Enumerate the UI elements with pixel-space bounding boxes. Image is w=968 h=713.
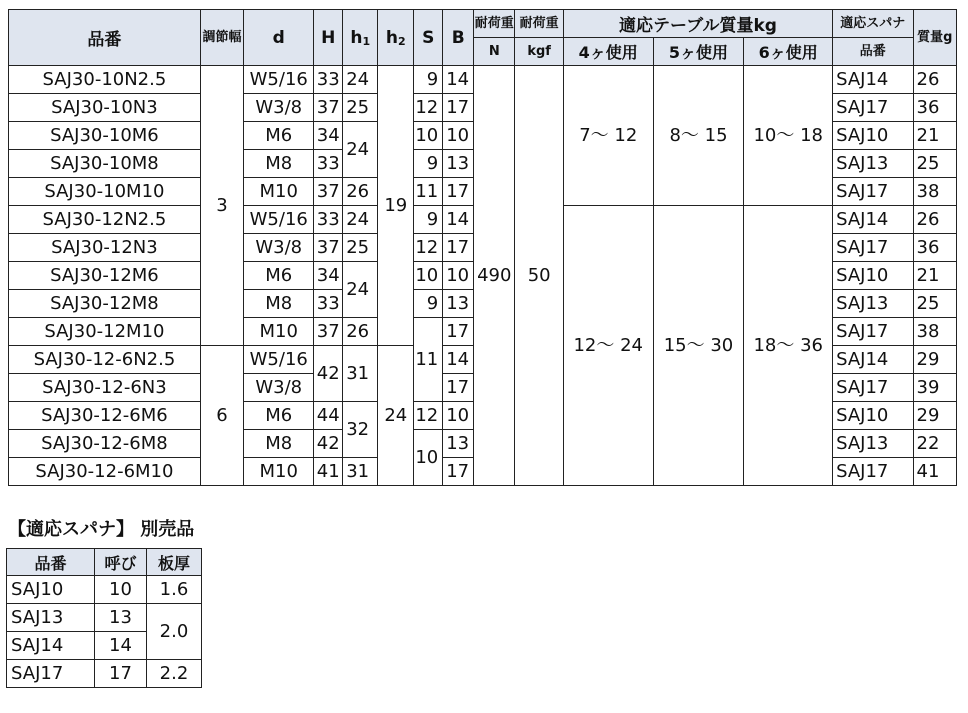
- table-row: [7, 660, 202, 688]
- header-B: B: [443, 10, 474, 66]
- size-B: 17: [443, 234, 474, 262]
- height-h2-cell: 19: [378, 66, 414, 346]
- part-number: SAJ30-10N3: [9, 94, 201, 122]
- size-B: 17: [443, 318, 474, 346]
- spanner-code: SAJ14: [7, 632, 95, 660]
- thread-d: M8: [244, 290, 314, 318]
- height-H: 33: [314, 206, 343, 234]
- height-H: 44: [314, 402, 343, 430]
- table-row: [9, 66, 957, 94]
- height-h1: 24: [343, 66, 378, 94]
- header-h1-base: h: [350, 27, 363, 48]
- size-B: 10: [443, 262, 474, 290]
- spanner-code: SAJ17: [833, 94, 913, 122]
- spanner-code: SAJ17: [833, 318, 913, 346]
- height-h1: 24: [343, 122, 378, 178]
- mass-g: 25: [913, 150, 956, 178]
- part-number: SAJ30-10M8: [9, 150, 201, 178]
- spanner-code: SAJ17: [833, 458, 913, 486]
- mass-5-cell: 8～ 15: [653, 66, 744, 206]
- size-B: 17: [443, 94, 474, 122]
- height-H: 42: [314, 346, 343, 402]
- spanner-thickness: 2.2: [147, 660, 202, 688]
- spanner-code: SAJ14: [833, 206, 913, 234]
- height-H: 33: [314, 150, 343, 178]
- size-S: 12: [414, 94, 443, 122]
- spanner-code: SAJ13: [833, 290, 913, 318]
- spanner-size: 17: [95, 660, 147, 688]
- mass-g: 36: [913, 94, 956, 122]
- size-S: 10: [414, 122, 443, 150]
- mass-g: 26: [913, 206, 956, 234]
- height-H: 33: [314, 290, 343, 318]
- size-B: 14: [443, 66, 474, 94]
- spanner-code: SAJ14: [833, 66, 913, 94]
- mass-4-cell: 12～ 24: [563, 206, 653, 486]
- header-h1-sub: 1: [362, 34, 371, 48]
- part-number: SAJ30-12-6M10: [9, 458, 201, 486]
- mass-5-cell: 15～ 30: [653, 206, 744, 486]
- mass-g: 29: [913, 346, 956, 374]
- table-row: [7, 604, 202, 632]
- spanner-size: 13: [95, 604, 147, 632]
- mass-g: 21: [913, 262, 956, 290]
- header-mass: 質量g: [913, 10, 956, 66]
- header-spanner-code: 品番: [833, 38, 913, 66]
- size-S: 12: [414, 402, 443, 430]
- spanner-code: SAJ14: [833, 346, 913, 374]
- size-B: 14: [443, 346, 474, 374]
- header-load-n: 耐荷重: [474, 10, 515, 38]
- part-number: SAJ30-12M6: [9, 262, 201, 290]
- spanner-note: 【適応スパナ】 別売品: [8, 519, 195, 540]
- size-B: 17: [443, 374, 474, 402]
- height-H: 34: [314, 122, 343, 150]
- height-h1: 32: [343, 402, 378, 458]
- mass-4-cell: 7～ 12: [563, 66, 653, 206]
- part-number: SAJ30-12M8: [9, 290, 201, 318]
- thread-d: M6: [244, 122, 314, 150]
- part-number: SAJ30-12-6M8: [9, 430, 201, 458]
- height-H: 33: [314, 66, 343, 94]
- header-S: S: [414, 10, 443, 66]
- mass-g: 21: [913, 122, 956, 150]
- height-h1: 31: [343, 458, 378, 486]
- thread-d: W5/16: [244, 346, 314, 374]
- thread-d: M10: [244, 318, 314, 346]
- mass-6-cell: 18～ 36: [744, 206, 833, 486]
- thread-d: M8: [244, 150, 314, 178]
- size-S: 10: [414, 262, 443, 290]
- size-S: 12: [414, 234, 443, 262]
- size-S: 9: [414, 290, 443, 318]
- spanner-code: SAJ13: [833, 150, 913, 178]
- load-n-cell: 490: [474, 66, 515, 486]
- header-use4: 4ヶ使用: [563, 38, 653, 66]
- size-B: 17: [443, 458, 474, 486]
- spanner-code: SAJ10: [833, 122, 913, 150]
- thread-d: M6: [244, 402, 314, 430]
- size-B: 10: [443, 402, 474, 430]
- spanner-code: SAJ10: [833, 402, 913, 430]
- spanner-code: SAJ13: [833, 430, 913, 458]
- header-load-kgf: 耐荷重: [515, 10, 563, 38]
- header-h2-base: h: [385, 27, 399, 48]
- header-load-n-unit: N: [474, 38, 515, 66]
- spanner-thickness: 1.6: [147, 576, 202, 604]
- spanner-size: 14: [95, 632, 147, 660]
- size-B: 14: [443, 206, 474, 234]
- part-number: SAJ30-12N2.5: [9, 206, 201, 234]
- header-use5: 5ヶ使用: [653, 38, 744, 66]
- spanner-size: 10: [95, 576, 147, 604]
- size-S: 11: [414, 318, 443, 402]
- table-row: [7, 576, 202, 604]
- size-B: 13: [443, 290, 474, 318]
- header-h2: [378, 10, 414, 66]
- thread-d: M10: [244, 178, 314, 206]
- height-h1: 26: [343, 178, 378, 206]
- spanner-code: SAJ10: [833, 262, 913, 290]
- spanner-code: SAJ17: [833, 374, 913, 402]
- part-number: SAJ30-10M6: [9, 122, 201, 150]
- header-adjust-range: 調節幅: [200, 10, 243, 66]
- part-number: SAJ30-12-6N2.5: [9, 346, 201, 374]
- height-h1: 24: [343, 206, 378, 234]
- size-B: 13: [443, 150, 474, 178]
- size-S: 9: [414, 150, 443, 178]
- height-H: 37: [314, 94, 343, 122]
- spec-table: [8, 9, 957, 486]
- size-S: 10: [414, 430, 443, 486]
- height-h2-cell: 24: [378, 346, 414, 486]
- size-B: 10: [443, 122, 474, 150]
- part-number: SAJ30-12-6N3: [9, 374, 201, 402]
- thread-d: W5/16: [244, 66, 314, 94]
- header-load-kgf-unit: kgf: [515, 38, 563, 66]
- part-number: SAJ30-12-6M6: [9, 402, 201, 430]
- size-S: 9: [414, 206, 443, 234]
- thread-d: M8: [244, 430, 314, 458]
- height-H: 37: [314, 234, 343, 262]
- spanner-thickness: 2.0: [147, 604, 202, 660]
- height-H: 34: [314, 262, 343, 290]
- height-H: 37: [314, 178, 343, 206]
- thread-d: W3/8: [244, 374, 314, 402]
- mass-g: 38: [913, 318, 956, 346]
- spanner-code: SAJ17: [7, 660, 95, 688]
- spanner-header-size: 呼び: [95, 549, 147, 576]
- height-H: 41: [314, 458, 343, 486]
- header-H: H: [314, 10, 343, 66]
- spanner-header-code: 品番: [7, 549, 95, 576]
- part-number: SAJ30-12M10: [9, 318, 201, 346]
- thread-d: W5/16: [244, 206, 314, 234]
- mass-g: 38: [913, 178, 956, 206]
- header-h2-sub: 2: [398, 34, 406, 48]
- thread-d: W3/8: [244, 94, 314, 122]
- thread-d: W3/8: [244, 234, 314, 262]
- adjust-range-cell: 6: [200, 346, 243, 486]
- spanner-code: SAJ17: [833, 178, 913, 206]
- spanner-code: SAJ13: [7, 604, 95, 632]
- height-H: 42: [314, 430, 343, 458]
- mass-6-cell: 10～ 18: [744, 66, 833, 206]
- header-h1: [343, 10, 378, 66]
- header-use6: 6ヶ使用: [744, 38, 833, 66]
- thread-d: M10: [244, 458, 314, 486]
- mass-g: 22: [913, 430, 956, 458]
- height-H: 37: [314, 318, 343, 346]
- adjust-range-cell: 3: [200, 66, 243, 346]
- thread-d: M6: [244, 262, 314, 290]
- spanner-code: SAJ17: [833, 234, 913, 262]
- height-h1: 26: [343, 318, 378, 346]
- spanner-code: SAJ10: [7, 576, 95, 604]
- header-hinban: 品番: [9, 10, 201, 66]
- size-S: 9: [414, 66, 443, 94]
- mass-g: 36: [913, 234, 956, 262]
- header-d: d: [244, 10, 314, 66]
- part-number: SAJ30-10M10: [9, 178, 201, 206]
- height-h1: 25: [343, 94, 378, 122]
- size-B: 13: [443, 430, 474, 458]
- spanner-table: [6, 548, 202, 688]
- header-table-mass: 適応テーブル質量kg: [563, 10, 832, 38]
- spanner-header-thickness: 板厚: [147, 549, 202, 576]
- mass-g: 39: [913, 374, 956, 402]
- height-h1: 25: [343, 234, 378, 262]
- load-kgf-cell: 50: [515, 66, 563, 486]
- header-spanner: 適応スパナ: [833, 10, 913, 38]
- height-h1: 24: [343, 262, 378, 318]
- part-number: SAJ30-12N3: [9, 234, 201, 262]
- part-number: SAJ30-10N2.5: [9, 66, 201, 94]
- mass-g: 25: [913, 290, 956, 318]
- height-h1: 31: [343, 346, 378, 402]
- size-S: 11: [414, 178, 443, 206]
- mass-g: 29: [913, 402, 956, 430]
- mass-g: 41: [913, 458, 956, 486]
- size-B: 17: [443, 178, 474, 206]
- mass-g: 26: [913, 66, 956, 94]
